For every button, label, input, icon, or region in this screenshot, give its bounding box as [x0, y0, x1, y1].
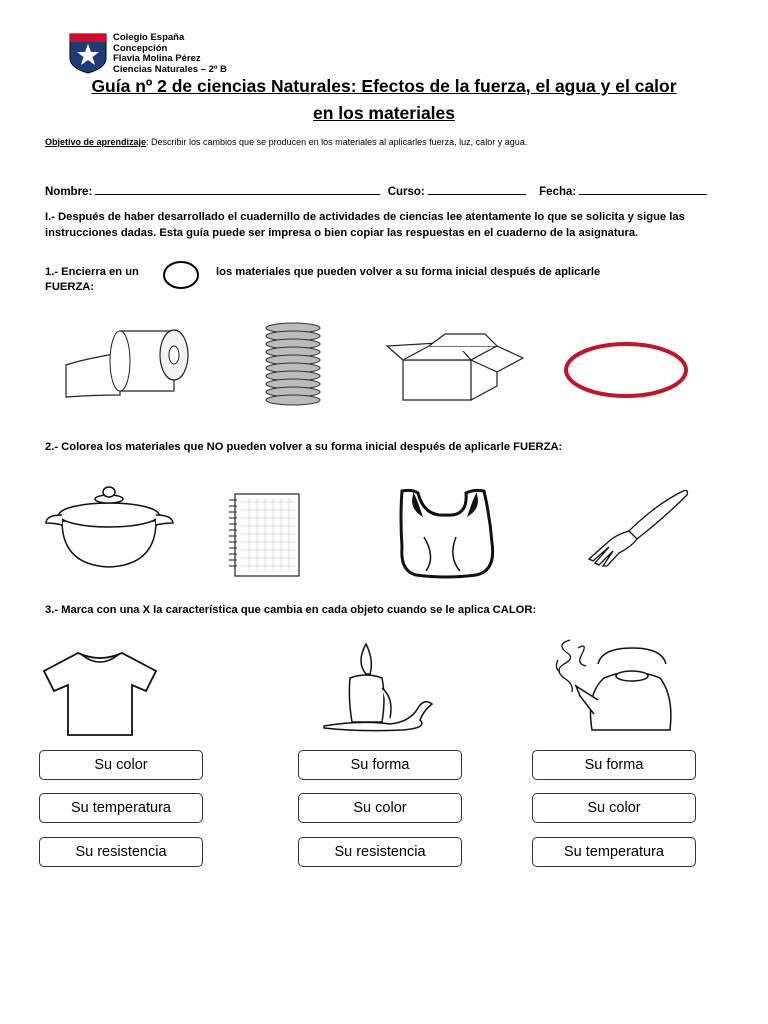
- option-kettle-shape[interactable]: Su forma: [532, 750, 696, 780]
- cooking-pot-icon[interactable]: [42, 485, 177, 569]
- instructions: I.- Después de haber desarrollado el cuadernillo de actividades de ciencias lee atentamente lo que se solicita y sigue las instrucciones dadas. Esta guía puede ser impresa o bien copiar las respuestas en el cuaderno de la asignatura.: [45, 211, 685, 239]
- date-field[interactable]: [579, 184, 707, 195]
- name-label: Nombre:: [45, 186, 93, 198]
- option-kettle-color[interactable]: Su color: [532, 793, 696, 823]
- tshirt-icon[interactable]: [40, 649, 160, 737]
- question-3: 3.- Marca con una X la característica que cambia en cada objeto cuando se le aplica CALOR:: [45, 604, 537, 616]
- objective-text: : Describir los cambios que se producen en los materiales al aplicarles fuerza, luz, calor y agua.: [146, 137, 528, 147]
- question-1-part-1: 1.- Encierra en un: [45, 266, 139, 278]
- rubber-band-icon[interactable]: [562, 340, 690, 400]
- course-label: Curso:: [387, 186, 425, 198]
- cardboard-box-icon[interactable]: [385, 332, 525, 402]
- circle-symbol-icon: [162, 260, 200, 290]
- title-line-2: en los materiales: [312, 103, 456, 123]
- spiral-notebook-icon[interactable]: [227, 492, 301, 578]
- question-1-part-3: FUERZA:: [45, 281, 95, 293]
- date-label: Fecha:: [539, 186, 577, 198]
- school-info: [113, 33, 227, 75]
- subject-grade: Ciencias Naturales – 2º B: [113, 63, 227, 75]
- title-line-1: Guía nº 2 de ciencias Naturales: Efectos de la fuerza, el agua y el calor: [91, 76, 677, 96]
- question-1-part-2: los materiales que pueden volver a su forma inicial después de aplicarle: [216, 266, 601, 278]
- plastic-bag-icon[interactable]: [396, 487, 498, 579]
- option-tshirt-temperature[interactable]: Su temperatura: [39, 793, 203, 823]
- option-tshirt-color[interactable]: Su color: [39, 750, 203, 780]
- school-city: Concepción: [113, 42, 168, 54]
- page-title: [40, 73, 728, 127]
- objective: [45, 137, 527, 147]
- option-candle-color[interactable]: Su color: [298, 793, 462, 823]
- option-tshirt-resistance[interactable]: Su resistencia: [39, 837, 203, 867]
- toilet-paper-icon[interactable]: [64, 325, 190, 400]
- melting-candle-icon[interactable]: [320, 638, 438, 732]
- course-field[interactable]: [428, 184, 526, 195]
- option-kettle-temperature[interactable]: Su temperatura: [532, 837, 696, 867]
- school-logo: [68, 32, 108, 74]
- objective-label: Objetivo de aprendizaje: [45, 137, 147, 147]
- spring-icon[interactable]: [262, 322, 324, 406]
- student-info-row: [45, 184, 707, 198]
- option-candle-shape[interactable]: Su forma: [298, 750, 462, 780]
- name-field[interactable]: [95, 184, 380, 195]
- option-candle-resistance[interactable]: Su resistencia: [298, 837, 462, 867]
- question-2: 2.- Colorea los materiales que NO pueden volver a su forma inicial después de aplicarle FUERZA:: [45, 441, 563, 453]
- teacher-name: Flavia Molina Pérez: [113, 53, 201, 64]
- fork-icon[interactable]: [585, 485, 691, 567]
- kettle-steam-icon[interactable]: [552, 634, 678, 734]
- school-name: Colegio España: [113, 32, 185, 43]
